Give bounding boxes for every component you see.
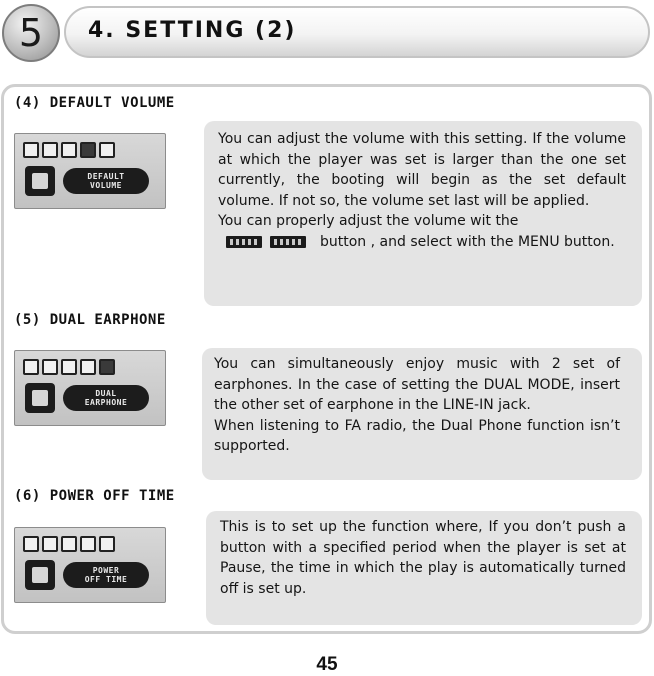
fa-icon xyxy=(23,536,39,552)
display-icon xyxy=(61,359,77,375)
screen-label xyxy=(63,168,149,194)
device-screen-power-off-time xyxy=(14,527,166,603)
section-heading-dual-earphone: (5) DUAL EARPHONE xyxy=(14,312,166,328)
screen-label-line2: OFF TIME xyxy=(84,575,128,584)
menu-icon-strip xyxy=(23,359,115,375)
equalizer-icon xyxy=(99,142,115,158)
description-paragraph: You can simultaneously enjoy music with 2 set of earphones. In the case of setting the DUAL MODE, insert the other set of earphone in the LINE-IN jack. xyxy=(214,356,620,413)
description-paragraph-with-buttons xyxy=(218,232,626,253)
speaker-icon xyxy=(25,166,55,196)
settings-icon xyxy=(42,359,58,375)
display-icon xyxy=(61,142,77,158)
chapter-number-badge: 5 xyxy=(2,4,60,62)
device-screen-dual-earphone xyxy=(14,350,166,426)
screen-label-line2: VOLUME xyxy=(90,181,122,190)
description-paragraph: You can adjust the volume with this setting. If the volume at which the player was set is larger than the one set currently, the booting will begin as the set default volume. If not so, the volume set last will be applied. xyxy=(218,131,626,209)
description-power-off-time xyxy=(206,511,642,625)
screen-label-line1: DEFAULT xyxy=(87,172,125,181)
section-heading-default-volume: (4) DEFAULT VOLUME xyxy=(14,95,175,111)
description-paragraph: When listening to FA radio, the Dual Phone function isn’t supported. xyxy=(214,417,620,454)
fa-icon xyxy=(23,142,39,158)
volume-icon xyxy=(80,359,96,375)
display-icon xyxy=(99,536,115,552)
screen-label-line1: DUAL xyxy=(95,389,117,398)
screen-label xyxy=(63,385,149,411)
power-icon xyxy=(80,536,96,552)
power-timer-icon xyxy=(25,560,55,590)
menu-icon-strip xyxy=(23,536,115,552)
page-number: 45 xyxy=(316,654,338,675)
description-paragraph: This is to set up the function where, If you don’t push a button with a specified period when the player is set at Pause, the time in which the play is automatically turned off is set up. xyxy=(220,519,626,597)
screen-label-line1: POWER xyxy=(92,566,120,575)
settings-icon xyxy=(42,142,58,158)
settings-icon xyxy=(42,536,58,552)
skip-forward-icon xyxy=(270,236,306,248)
menu-icon-strip xyxy=(23,142,115,158)
volume-icon xyxy=(80,142,96,158)
section-heading-power-off-time: (6) POWER OFF TIME xyxy=(14,488,175,504)
screen-label-line2: EARPHONE xyxy=(84,398,128,407)
dual-earphone-icon xyxy=(25,383,55,413)
page-title-bar xyxy=(64,6,650,58)
description-default-volume xyxy=(204,121,642,306)
skip-back-icon xyxy=(226,236,262,248)
device-screen-default-volume xyxy=(14,133,166,209)
description-paragraph: You can properly adjust the volume wit the xyxy=(218,213,519,229)
screen-label xyxy=(63,562,149,588)
button-instruction: button , and select with the MENU button. xyxy=(320,233,615,250)
equalizer-icon xyxy=(61,536,77,552)
earphone-icon xyxy=(99,359,115,375)
page-title: 4. SETTING (2) xyxy=(88,18,297,43)
description-dual-earphone xyxy=(202,348,642,480)
fa-icon xyxy=(23,359,39,375)
